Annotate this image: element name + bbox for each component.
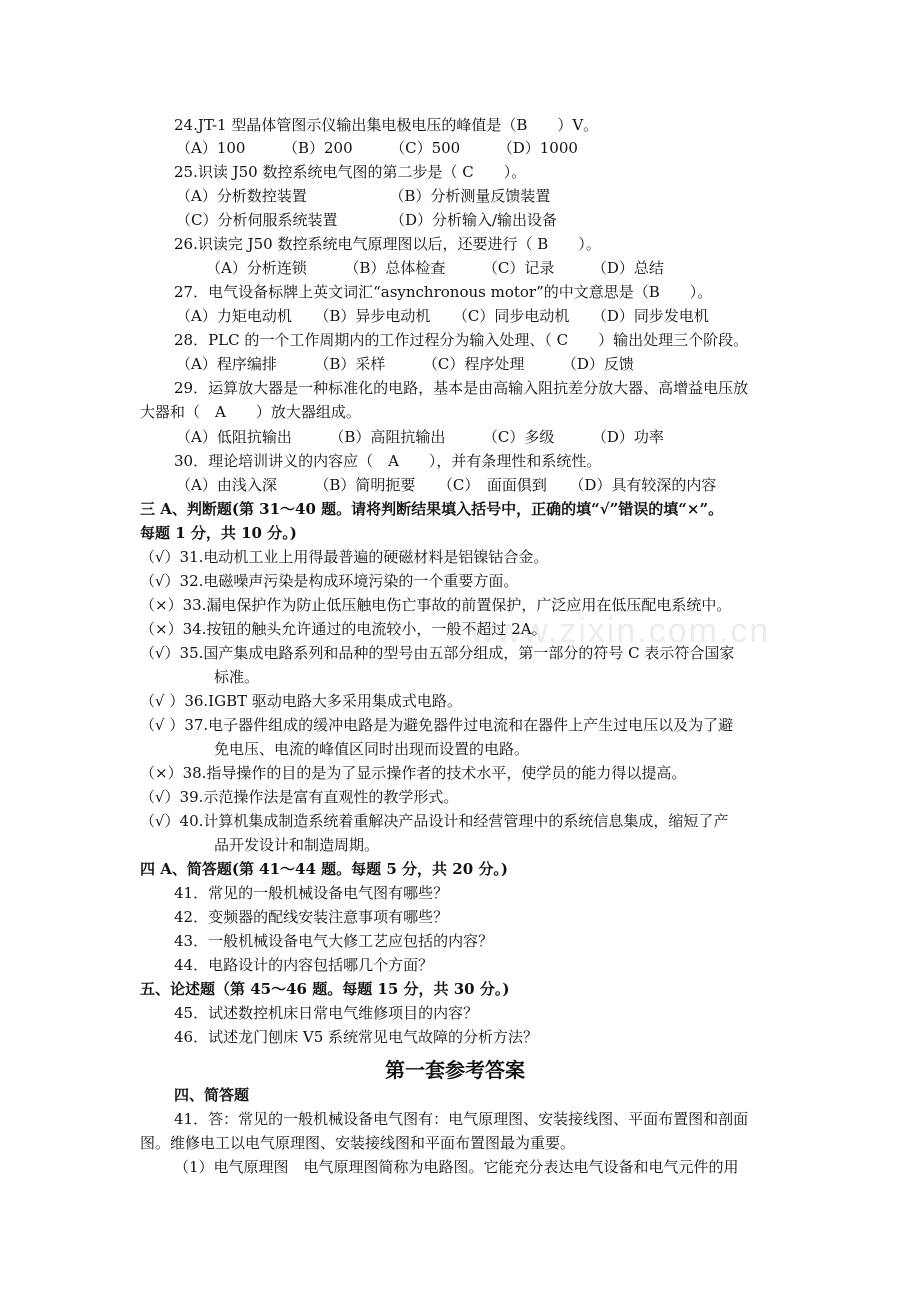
question-43: 43．一般机械设备电气大修工艺应包括的内容？ xyxy=(174,932,494,950)
question-29-options: （A）低阻抗输出 （B）高阻抗输出 （C）多级 （D）功率 xyxy=(176,428,664,446)
question-30-options: （A）由浅入深 （B）简明扼要 （C） 面面俱到 （D）具有较深的内容 xyxy=(176,476,717,494)
question-45: 45．试述数控机床日常电气维修项目的内容？ xyxy=(174,1004,479,1022)
question-27-stem: 27．电气设备标牌上英文词汇“asynchronous motor”的中文意思是（B ）。 xyxy=(174,283,713,301)
question-28-options: （A）程序编排 （B）采样 （C）程序处理 （D）反馈 xyxy=(176,355,634,373)
judgment-39: （√）39.示范操作法是富有直观性的教学形式。 xyxy=(140,788,459,806)
question-25-stem: 25.识读 J50 数控系统电气图的第二步是（ C ）。 xyxy=(174,163,527,181)
judgment-32: （√）32.电磁噪声污染是构成环境污染的一个重要方面。 xyxy=(140,572,519,590)
judgment-34: （×）34.按钮的触头允许通过的电流较小，一般不超过 2A。 xyxy=(140,620,547,638)
question-26-options: （A）分析连锁 （B）总体检查 （C）记录 （D）总结 xyxy=(206,259,664,277)
question-27-options: （A）力矩电动机 （B）异步电动机 （C）同步电动机 （D）同步发电机 xyxy=(176,307,709,325)
question-41: 41．常见的一般机械设备电气图有哪些？ xyxy=(174,884,449,902)
question-28-stem: 28．PLC 的一个工作周期内的工作过程分为输入处理、（ C ）输出处理三个阶段。 xyxy=(174,331,749,349)
judgment-33: （×）33.漏电保护作为防止低压触电伤亡事故的前置保护，广泛应用在低压配电系统中。 xyxy=(140,596,732,614)
watermark-text: www.zixin.com.cn xyxy=(470,612,771,650)
question-25-options-row2: （C）分析伺服系统装置 （D）分析输入/输出设备 xyxy=(176,211,558,229)
judgment-36: （√ ）36.IGBT 驱动电路大多采用集成式电路。 xyxy=(140,692,462,710)
answers-title: 第一套参考答案 xyxy=(385,1058,525,1082)
answer-41-line3: （1）电气原理图 电气原理图简称为电路图。它能充分表达电气设备和电气元件的用 xyxy=(174,1158,739,1176)
judgment-38: （×）38.指导操作的目的是为了显示操作者的技术水平，使学员的能力得以提高。 xyxy=(140,764,687,782)
section-5-heading: 五、论述题（第 45～46 题。每题 15 分，共 30 分。) xyxy=(140,980,510,998)
question-44: 44．电路设计的内容包括哪几个方面？ xyxy=(174,956,434,974)
question-24-options: （A）100 （B）200 （C）500 （D）1000 xyxy=(176,139,578,157)
judgment-35-line1: （√）35.国产集成电路系列和品种的型号由五部分组成，第一部分的符号 C 表示符合国家 xyxy=(140,644,735,662)
judgment-37-line1: （√ ）37.电子器件组成的缓冲电路是为避免器件过电流和在器件上产生过电压以及为了避 xyxy=(140,716,734,734)
question-26-stem: 26.识读完 J50 数控系统电气原理图以后，还要进行（ B ）。 xyxy=(174,235,601,253)
judgment-40-line2: 品开发设计和制造周期。 xyxy=(214,836,380,854)
question-29-stem-line1: 29．运算放大器是一种标准化的电路，基本是由高输入阻抗差分放大器、高增益电压放 xyxy=(174,379,749,397)
question-25-options-row1: （A）分析数控装置 （B）分析测量反馈装置 xyxy=(176,187,551,205)
section-4-heading: 四 A、简答题(第 41～44 题。每题 5 分，共 20 分。) xyxy=(140,860,508,878)
judgment-40-line1: （√）40.计算机集成制造系统着重解决产品设计和经营管理中的系统信息集成，缩短了产 xyxy=(140,812,729,830)
judgment-31: （√）31.电动机工业上用得最普遍的硬磁材料是铝镍钴合金。 xyxy=(140,548,549,566)
section-3-heading-line2: 每题 1 分，共 10 分。) xyxy=(140,524,297,542)
judgment-37-line2: 免电压、电流的峰值区同时出现而设置的电路。 xyxy=(214,740,530,758)
judgment-35-line2: 标准。 xyxy=(214,668,260,686)
question-30-stem: 30．理论培训讲义的内容应（ A ），并有条理性和系统性。 xyxy=(174,452,602,470)
question-42: 42．变频器的配线安装注意事项有哪些？ xyxy=(174,908,449,926)
answers-subheading: 四、简答题 xyxy=(174,1086,250,1104)
question-46: 46．试述龙门刨床 V5 系统常见电气故障的分析方法？ xyxy=(174,1028,539,1046)
question-24-stem: 24.JT-1 型晶体管图示仪输出集电极电压的峰值是（B ）V。 xyxy=(174,116,599,134)
question-29-stem-line2: 大器和（ A ）放大器组成。 xyxy=(140,403,361,421)
section-3-heading-line1: 三 A、判断题(第 31～40 题。请将判断结果填入括号中，正确的填“√”错误的填“×”。 xyxy=(140,500,724,518)
answer-41-line1: 41．答：常见的一般机械设备电气图有：电气原理图、安装接线图、平面布置图和剖面 xyxy=(174,1110,749,1128)
answer-41-line2: 图。维修电工以电气原理图、安装接线图和平面布置图最为重要。 xyxy=(140,1134,576,1152)
